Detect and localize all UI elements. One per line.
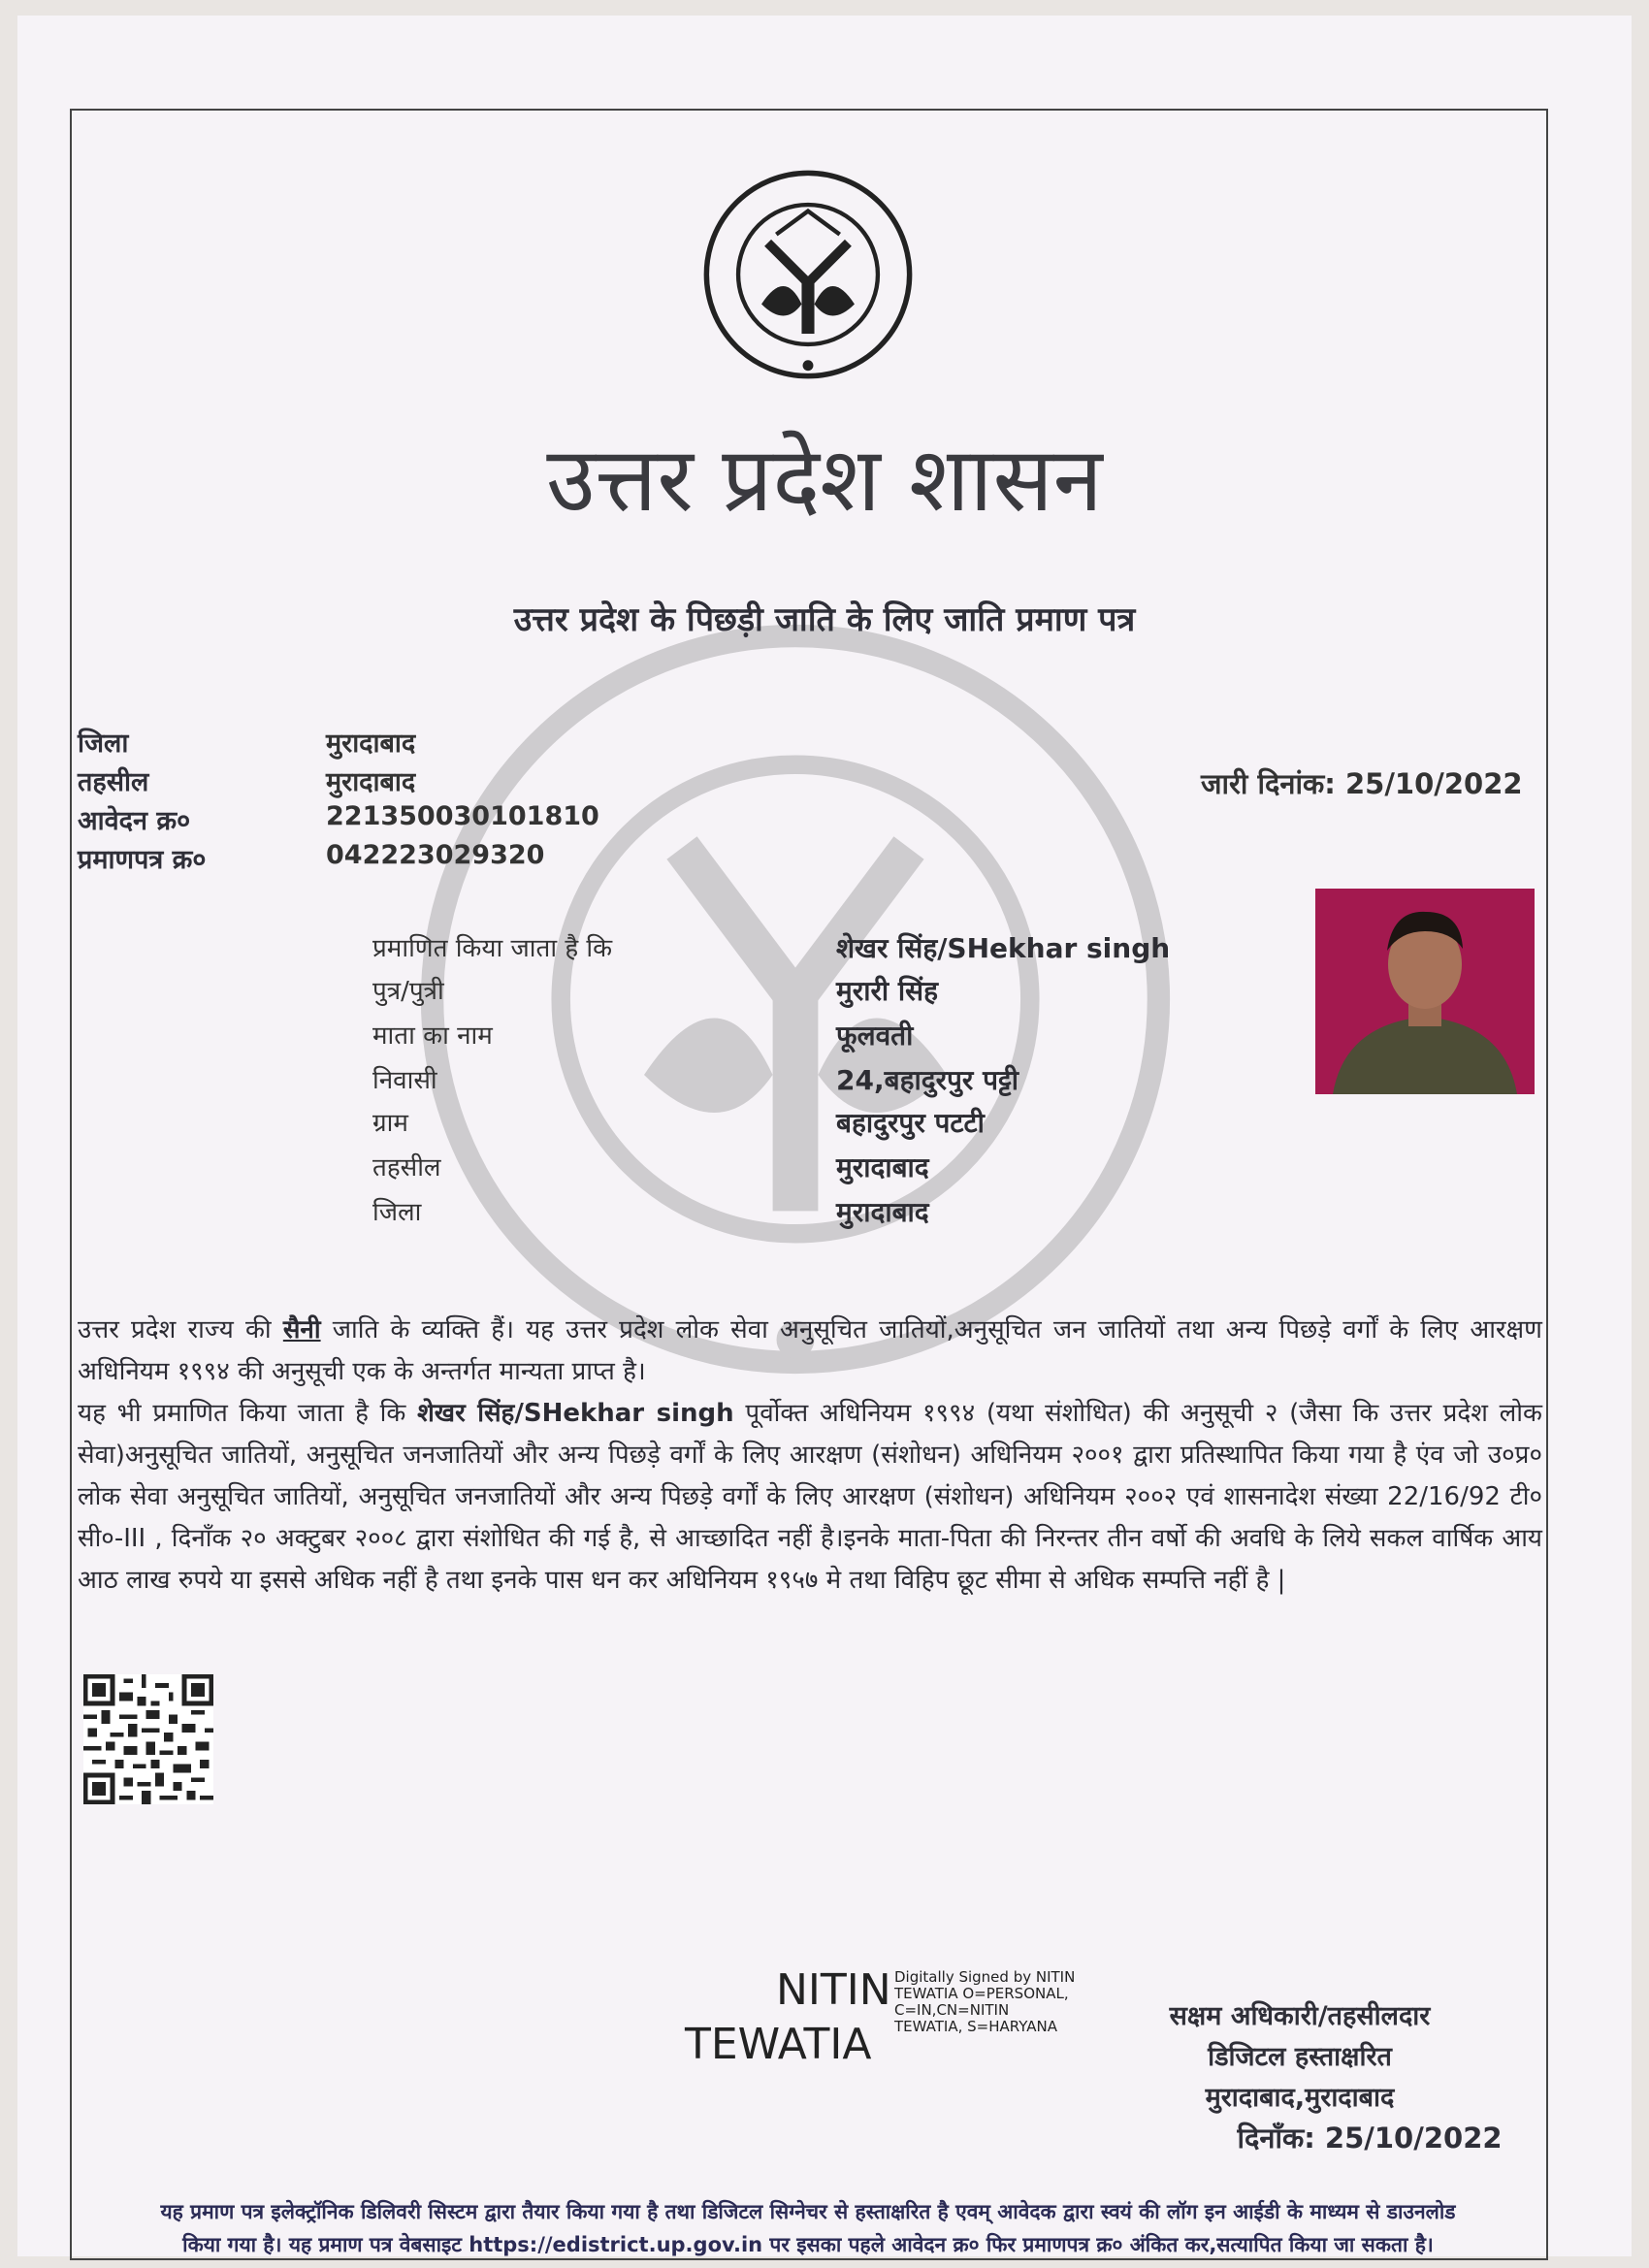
authority-location: मुरादाबाद,मुरादाबाद [1205,2083,1395,2113]
person-tehsil-label: तहसील [372,1153,441,1183]
applicant-name-inline: शेखर सिंह/SHekhar singh [417,1399,734,1428]
tehsil-value: मुरादाबाद [326,767,416,797]
person-tehsil-value: मुरादाबाद [836,1151,929,1183]
body-paragraph-1 [78,1310,1542,1393]
signed-date: दिनाँक: 25/10/2022 [1237,2122,1503,2155]
emblem-watermark-icon [417,621,1174,1377]
digital-signature-line: TEWATIA, S=HARYANA [894,2018,1057,2035]
footer-note-line-2: किया गया है। यह प्रमाण पत्र वेबसाइट https://edistrict.up.gov.in पर इसका पहले आवेदन क्र० फिर प्रमाणपत्र क्र० अंकित कर,सत्यापित किया जा सकता है। [182,2233,1434,2256]
application-number-value: 221350030101810 [326,801,599,831]
certificate-body [78,1310,1542,1602]
certified-label: प्रमाणित किया जाता है कि [372,934,613,963]
signatory-first-name: NITIN [776,1965,891,2015]
footer-note-line-1: यह प्रमाण पत्र इलेक्ट्रॉनिक डिलिवरी सिस्टम द्वारा तैयार किया गया है तथा डिजिटल सिग्नेचर से हस्ताक्षरित है एवम् आवेदक द्वारा स्वयं की लॉग इन आईडी के माध्यम से डाउनलोड [160,2200,1456,2223]
resident-value: 24,बहादुरपुर पट्टी [836,1064,1018,1096]
resident-label: निवासी [372,1066,437,1095]
up-government-emblem-icon [702,169,914,380]
village-label: ग्राम [372,1109,408,1138]
digital-signature-line: C=IN,CN=NITIN [894,2001,1010,2019]
body-text: पूर्वोक्त अधिनियम १९९४ (यथा संशोधित) की अनुसूची २ (जैसा कि उत्तर प्रदेश लोक सेवा)अनुसूचित जातियों, अनुसूचित जनजातियों और अन्य पिछड़े वर्गों के लिए आरक्षण (संशोधन) अधिनियम २००१ द्वारा प्रतिस्थापित किया गया है एंव जो उ०प्र० लोक सेवा अनुसूचित जातियों, अनुसूचित जनजातियों और अन्य पिछड़े वर्गों के लिए आरक्षण (संशोधन) अधिनियम २००२ एवं शासनादेश संख्या 22/16/92 टी० सी०-III , दिनाँक २० अक्टुबर २००८ द्वारा संशोधित की गई है, से आच्छादित नहीं है।इनके माता-पिता की निरन्तर तीन वर्षो की अवधि के लिये सकल वार्षिक आय आठ लाख रुपये या इससे अधिक नहीं है तथा इनके पास धन कर अधिनियम १९५७ मे तथा विहिप छूट सीमा से अधिक सम्पत्ति नहीं है | [78,1399,1542,1595]
father-name: मुरारी सिंह [836,975,938,1007]
child-of-label: पुत्र/पुत्री [372,977,444,1006]
tehsil-label: तहसील [78,767,149,797]
person-photo-icon [1315,889,1535,1094]
body-paragraph-2 [78,1393,1542,1602]
digital-signature-details [894,1969,1075,2035]
application-number-label: आवेदन क्र० [78,806,191,836]
body-text: जाति के व्यक्ति हैं। यह उत्तर प्रदेश लोक सेवा अनुसूचित जातियों,अनुसूचित जन जातियों तथा अन्य पिछड़े वर्गों के लिए आरक्षण अधिनियम १९९४ की अनुसूची एक के अन्तर्गत मान्यता प्राप्त है। [78,1315,1542,1386]
person-district-value: मुरादाबाद [836,1196,929,1228]
district-value: मुरादाबाद [326,729,416,759]
qr-code-icon [83,1674,213,1804]
applicant-photo [1315,889,1535,1094]
certificate-number-value: 042223029320 [326,840,545,870]
digitally-signed-label: डिजिटल हस्ताक्षरित [1208,2042,1392,2072]
issue-date: जारी दिनांक: 25/10/2022 [1201,767,1523,800]
body-text: यह भी प्रमाणित किया जाता है कि [78,1399,418,1428]
mother-name: फूलवती [836,1020,914,1052]
mother-name-label: माता का नाम [372,1021,493,1051]
signatory-last-name: TEWATIA [685,2020,872,2069]
authority-title: सक्षम अधिकारी/तहसीलदार [1169,2001,1431,2031]
village-value: बहादुरपुर पटटी [836,1107,985,1139]
person-district-label: जिला [372,1198,422,1227]
caste-name: सैनी [282,1315,321,1345]
certificate-number-label: प्रमाणपत्र क्र० [78,845,207,875]
certificate-subtitle: उत्तर प्रदेश के पिछड़ी जाति के लिए जाति प्रमाण पत्र [513,600,1136,639]
page-title: उत्तर प्रदेश शासन [546,428,1103,532]
body-text: उत्तर प्रदेश राज्य की [78,1315,283,1345]
digital-signature-line: Digitally Signed by NITIN [894,1968,1076,1986]
district-label: जिला [78,729,129,759]
digital-signature-line: TEWATIA O=PERSONAL, [894,1985,1069,2002]
applicant-name: शेखर सिंह/SHekhar singh [836,932,1171,964]
